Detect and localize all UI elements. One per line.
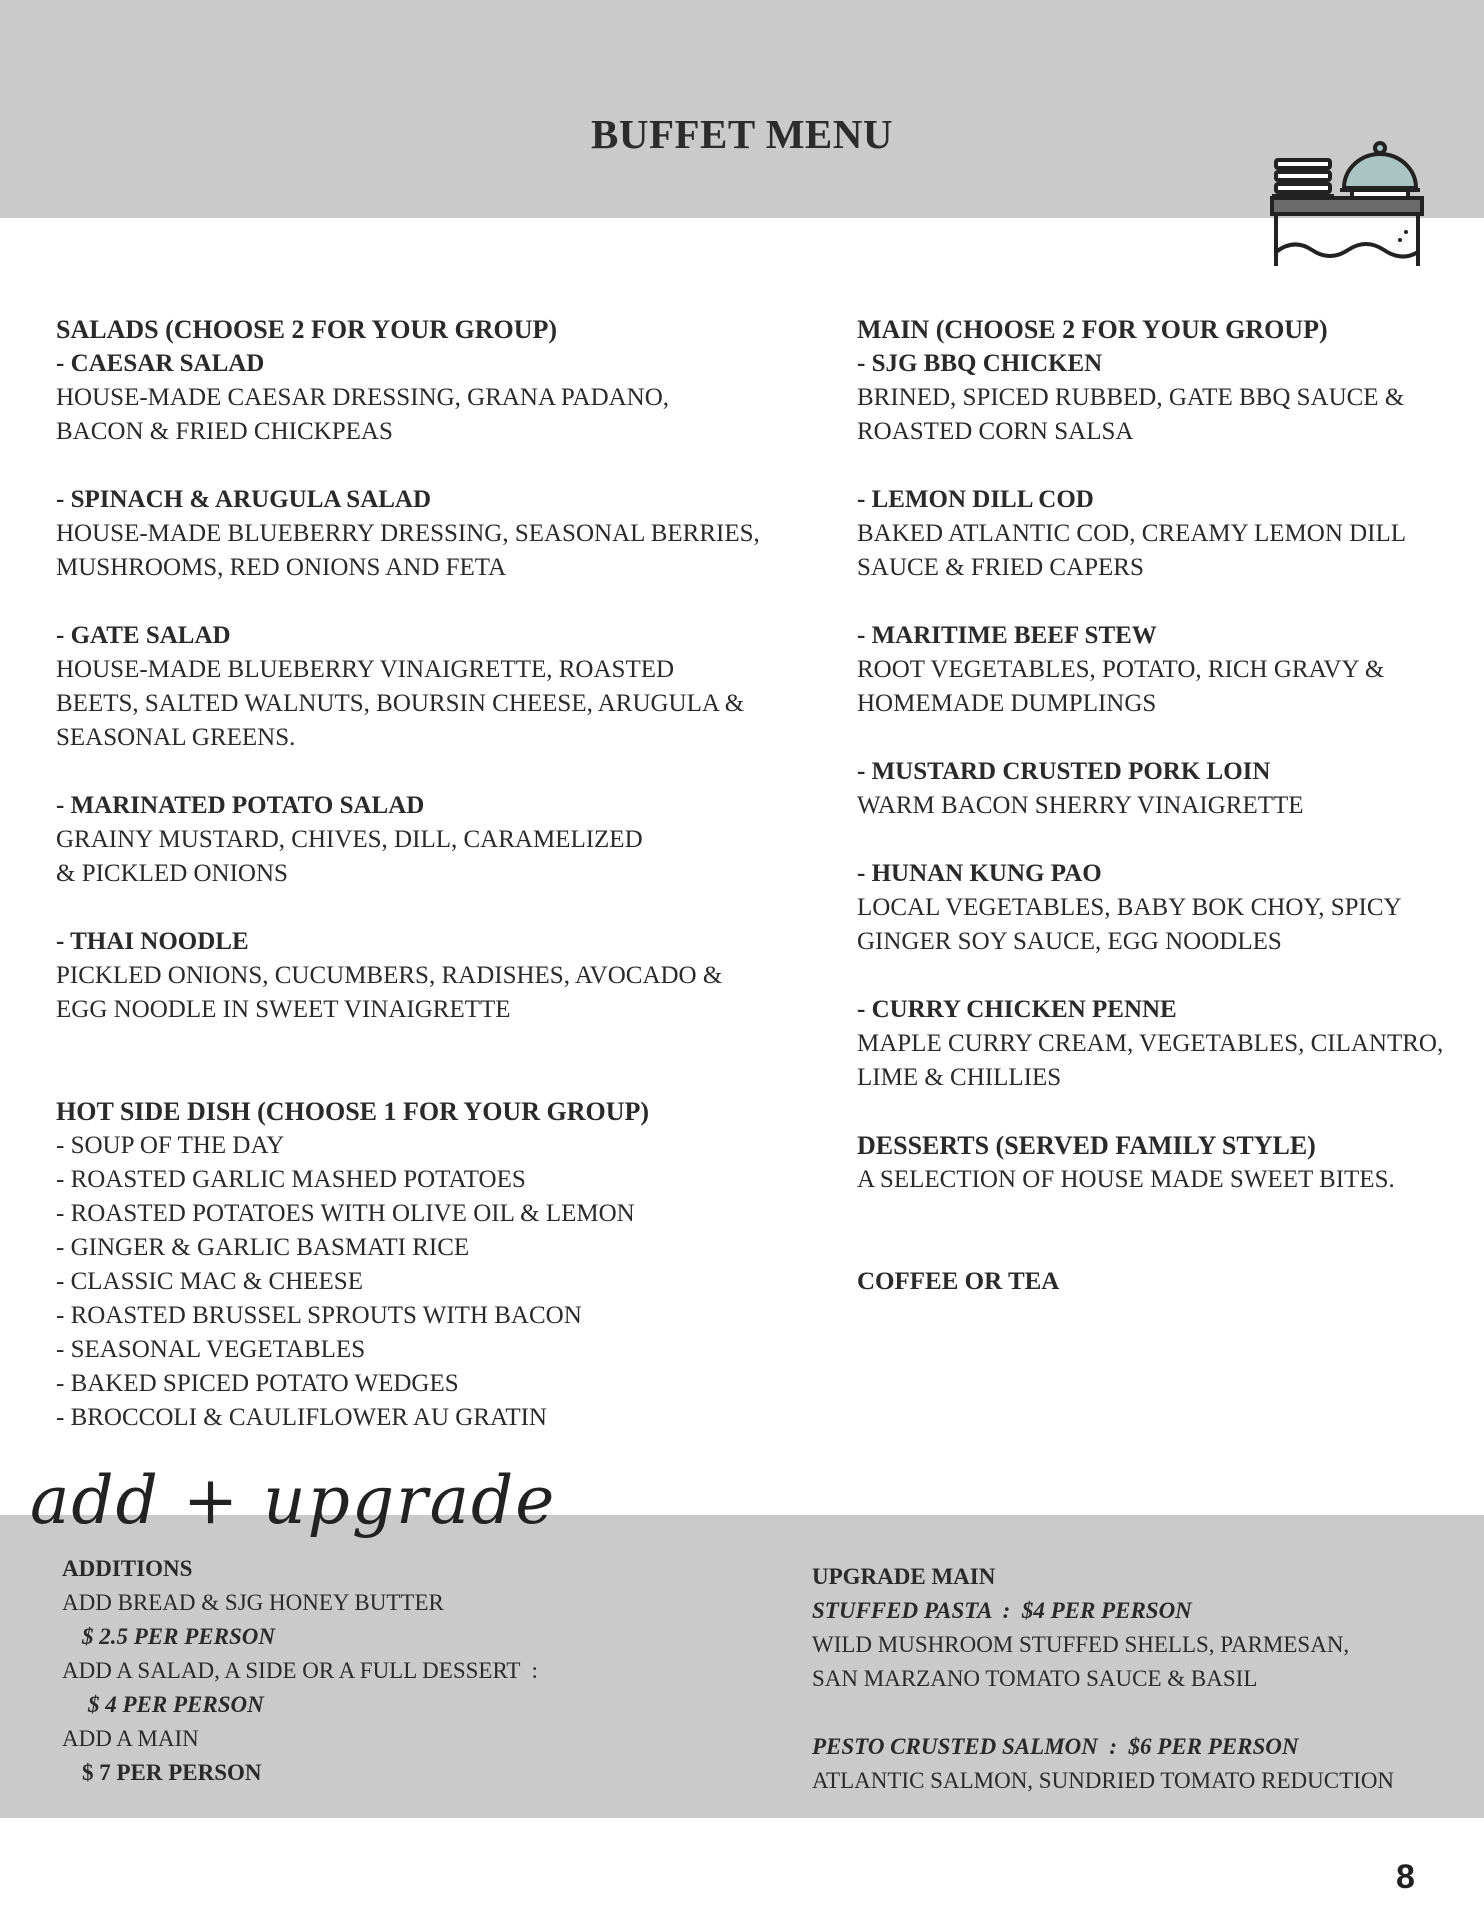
item-desc: LIME & CHILLIES [857, 1064, 1062, 1091]
list-item: - ROASTED POTATOES WITH OLIVE OIL & LEMON [56, 1200, 635, 1227]
hot-sides-title: HOT SIDE DISH (CHOOSE 1 FOR YOUR GROUP) [56, 1097, 650, 1126]
main-item-cod [857, 483, 1457, 585]
addition-salad: ADD A SALAD, A SIDE OR A FULL DESSERT : [62, 1658, 538, 1683]
item-name: - MARITIME BEEF STEW [857, 622, 1157, 649]
desserts-title: DESSERTS (SERVED FAMILY STYLE) [857, 1131, 1316, 1160]
item-desc: BRINED, SPICED RUBBED, GATE BBQ SAUCE & [857, 384, 1405, 411]
item-name: - CAESAR SALAD [56, 350, 265, 377]
item-desc: MUSHROOMS, RED ONIONS AND FETA [56, 554, 507, 581]
item-desc: HOUSE-MADE CAESAR DRESSING, GRANA PADANO, [56, 384, 670, 411]
item-desc: GINGER SOY SAUCE, EGG NOODLES [857, 928, 1282, 955]
item-desc: ROOT VEGETABLES, POTATO, RICH GRAVY & [857, 656, 1385, 683]
item-desc: HOUSE-MADE BLUEBERRY VINAIGRETTE, ROASTED [56, 656, 675, 683]
item-desc: BAKED ATLANTIC COD, CREAMY LEMON DILL [857, 520, 1407, 547]
item-name: - SPINACH & ARUGULA SALAD [56, 486, 432, 513]
item-desc: SAUCE & FRIED CAPERS [857, 554, 1144, 581]
desserts-desc: A SELECTION OF HOUSE MADE SWEET BITES. [857, 1166, 1395, 1193]
salad-item-spinach [56, 483, 760, 585]
item-desc: ROASTED CORN SALSA [857, 418, 1134, 445]
list-item: - SEASONAL VEGETABLES [56, 1336, 366, 1363]
list-item: - SOUP OF THE DAY [56, 1132, 285, 1159]
upgrade-salmon-desc: ATLANTIC SALMON, SUNDRIED TOMATO REDUCTION [812, 1768, 1395, 1793]
upgrade-pasta-desc: WILD MUSHROOM STUFFED SHELLS, PARMESAN, [812, 1632, 1350, 1657]
add-upgrade-script-title: add + upgrade [30, 1462, 557, 1539]
list-item: - ROASTED BRUSSEL SPROUTS WITH BACON [56, 1302, 582, 1329]
item-name: - THAI NOODLE [56, 928, 249, 955]
header-band [0, 0, 1484, 218]
page-title: BUFFET MENU [590, 111, 893, 157]
item-name: - HUNAN KUNG PAO [857, 860, 1102, 887]
list-item: - BROCCOLI & CAULIFLOWER AU GRATIN [56, 1404, 547, 1431]
item-desc: HOUSE-MADE BLUEBERRY DRESSING, SEASONAL BERRIES, [56, 520, 760, 547]
item-desc: WARM BACON SHERRY VINAIGRETTE [857, 792, 1304, 819]
item-desc: MAPLE CURRY CREAM, VEGETABLES, CILANTRO, [857, 1030, 1444, 1057]
right-column [857, 313, 1457, 1299]
item-name: - CURRY CHICKEN PENNE [857, 996, 1177, 1023]
item-name: - GATE SALAD [56, 622, 231, 649]
upgrade-pasta-desc: SAN MARZANO TOMATO SAUCE & BASIL [812, 1666, 1258, 1691]
coffee-title: COFFEE OR TEA [857, 1268, 1060, 1295]
item-name: - MARINATED POTATO SALAD [56, 792, 425, 819]
salad-item-caesar [56, 347, 756, 449]
upgrade-salmon: PESTO CRUSTED SALMON : $6 PER PERSON [812, 1734, 1299, 1759]
addition-salad-price: $ 4 PER PERSON [88, 1692, 264, 1717]
item-name: - LEMON DILL COD [857, 486, 1094, 513]
additions-title: ADDITIONS [62, 1556, 193, 1581]
page-number: 8 [1396, 1858, 1415, 1896]
list-item: - GINGER & GARLIC BASMATI RICE [56, 1234, 470, 1261]
item-name: - MUSTARD CRUSTED PORK LOIN [857, 758, 1271, 785]
addition-bread-price: $ 2.5 PER PERSON [82, 1624, 275, 1649]
addition-bread: ADD BREAD & SJG HONEY BUTTER [62, 1590, 444, 1615]
additions-column [62, 1552, 682, 1790]
list-item: - ROASTED GARLIC MASHED POTATOES [56, 1166, 526, 1193]
salad-item-gate [56, 619, 756, 755]
main-item-kungpao [857, 857, 1457, 959]
item-desc: BACON & FRIED CHICKPEAS [56, 418, 393, 445]
salads-title: SALADS (CHOOSE 2 FOR YOUR GROUP) [56, 315, 558, 344]
item-desc: BEETS, SALTED WALNUTS, BOURSIN CHEESE, ARUGULA & [56, 690, 745, 717]
main-item-stew [857, 619, 1457, 721]
item-name: - SJG BBQ CHICKEN [857, 350, 1103, 377]
main-item-bbq [857, 347, 1457, 449]
list-item: - BAKED SPICED POTATO WEDGES [56, 1370, 459, 1397]
item-desc: PICKLED ONIONS, CUCUMBERS, RADISHES, AVOCADO & [56, 962, 723, 989]
main-item-penne [857, 993, 1457, 1095]
list-item: - CLASSIC MAC & CHEESE [56, 1268, 363, 1295]
item-desc: GRAINY MUSTARD, CHIVES, DILL, CARAMELIZED [56, 826, 643, 853]
upgrade-pasta: STUFFED PASTA : $4 PER PERSON [812, 1598, 1192, 1623]
item-desc: & PICKLED ONIONS [56, 860, 288, 887]
upgrade-column [812, 1560, 1462, 1798]
main-item-pork [857, 755, 1457, 823]
mains-title: MAIN (CHOOSE 2 FOR YOUR GROUP) [857, 315, 1328, 344]
salad-item-thai [56, 925, 756, 1027]
buffet-icon [1268, 128, 1428, 272]
upgrade-title: UPGRADE MAIN [812, 1564, 996, 1589]
item-desc: SEASONAL GREENS. [56, 724, 296, 751]
addition-main-price: $ 7 PER PERSON [82, 1760, 262, 1785]
item-desc: EGG NOODLE IN SWEET VINAIGRETTE [56, 996, 511, 1023]
left-column [56, 313, 760, 1435]
item-desc: HOMEMADE DUMPLINGS [857, 690, 1157, 717]
item-desc: LOCAL VEGETABLES, BABY BOK CHOY, SPICY [857, 894, 1402, 921]
salad-item-potato [56, 789, 756, 891]
addition-main: ADD A MAIN [62, 1726, 199, 1751]
